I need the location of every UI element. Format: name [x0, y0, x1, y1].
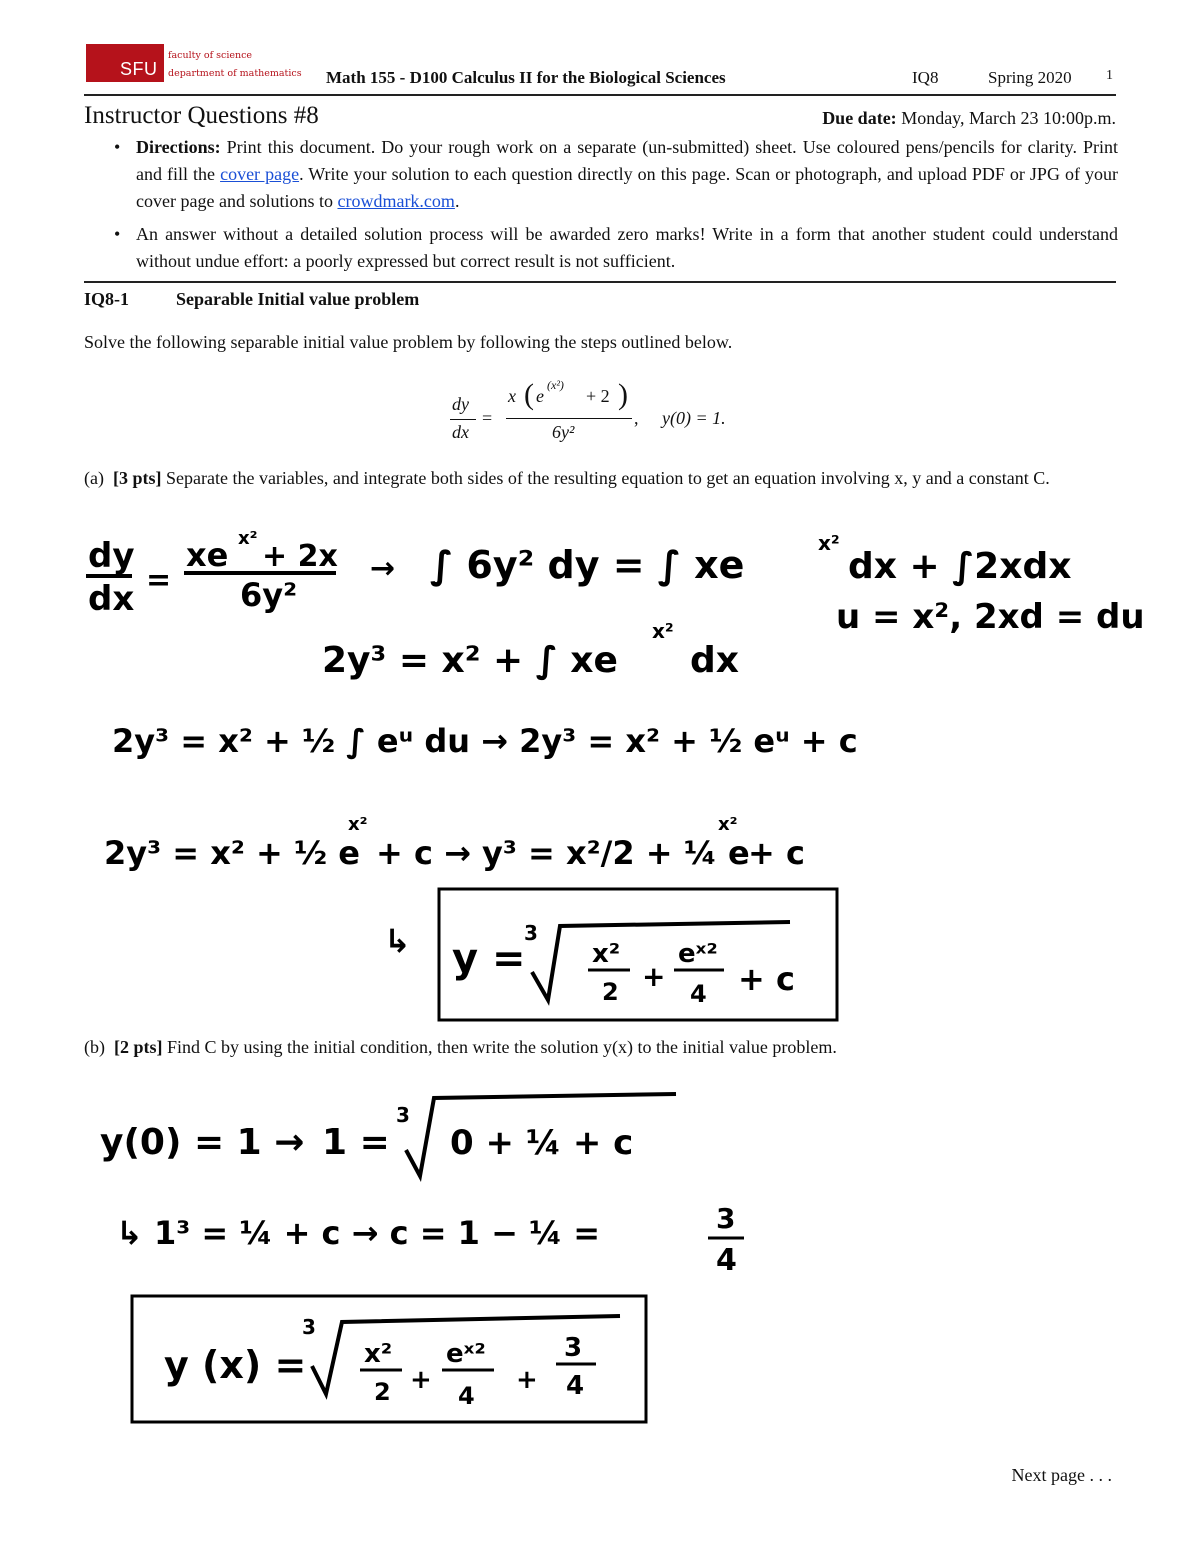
hw-b1: y(0) = 1 →	[100, 1122, 305, 1163]
hw-a1-int-rest: dx + ∫2xdx	[848, 546, 1072, 587]
hw-a1-den: 6y²	[240, 576, 298, 614]
eq-paren-open: (	[524, 378, 534, 411]
due-label: Due date:	[822, 108, 897, 128]
hw-a4-rest: + c → y³ = x²/2 + ¼ e	[376, 834, 750, 872]
hw-b-box-t1-num: x²	[364, 1339, 393, 1369]
eq-paren-close: )	[618, 378, 628, 411]
hw-a-box-c: + c	[738, 960, 795, 998]
eq-dy: dy	[452, 394, 469, 414]
hw-a1-arrow: →	[370, 551, 396, 586]
eq-num-exp: (x²)	[547, 378, 564, 392]
eq-equals: =	[482, 408, 493, 428]
hw-a2-exp: x²	[652, 619, 674, 643]
hw-a-box-arrow: ↳	[384, 922, 411, 960]
hw-b-box-t3-den: 4	[566, 1371, 585, 1401]
hw-a4: 2y³ = x² + ½ e	[104, 834, 360, 872]
part-b-points: [2 pts]	[114, 1037, 163, 1057]
eq-num-x: x	[508, 386, 516, 406]
hw-a2-rest: dx	[690, 640, 739, 681]
hw-b-box-t3-num: 3	[564, 1333, 583, 1363]
logo-department-text: department of mathematics	[168, 68, 302, 79]
due-value: Monday, March 23 10:00p.m.	[901, 108, 1116, 128]
hw-b-box-t2-num: eˣ²	[446, 1339, 486, 1369]
hw-b2-num: 3	[716, 1202, 736, 1235]
hw-b1-rhs: 1 =	[322, 1122, 390, 1163]
hw-a1-num-exp: x²	[238, 528, 258, 549]
hw-a1-num: xe	[186, 536, 229, 574]
page-title: Instructor Questions #8	[84, 102, 319, 129]
hw-b-box-plus: +	[410, 1365, 432, 1395]
eq-dx: dx	[452, 422, 469, 442]
hw-b-box-lhs: y (x) =	[164, 1343, 307, 1387]
part-a-points: [3 pts]	[112, 468, 162, 488]
assignment-code: IQ8	[912, 68, 939, 87]
part-a-text: Separate the variables, and integrate both sides of the resulting equation to get an equation involving x, y and a constant C.	[165, 468, 1050, 488]
hw-a4-rest2: + c	[748, 834, 805, 872]
course-title: Math 155 - D100 Calculus II for the Biological Sciences	[326, 68, 726, 87]
bullet-dot: •	[114, 137, 121, 157]
eq-comma: ,	[634, 408, 639, 428]
cover-page-link[interactable]: cover page	[220, 164, 300, 184]
directions-text-2: . Write your solution to each question directly on this page. Scan or photograph, and upload PDF or JPG of your cover page and solutions to	[136, 164, 1118, 211]
intro-text: Solve the following separable initial value problem by following the steps outlined below.	[84, 332, 733, 352]
hw-a-box-lhs: y =	[452, 936, 526, 982]
section-title: Separable Initial value problem	[176, 289, 420, 309]
hw-a1-equals: =	[146, 563, 172, 598]
hw-a1-dy: dy	[88, 536, 135, 576]
eq-num-plus: + 2	[586, 386, 610, 406]
eq-den: 6y²	[552, 422, 575, 442]
hw-a1-int: ∫ 6y² dy = ∫ xe	[430, 543, 745, 587]
hw-a1-num-rest: + 2x	[262, 539, 338, 574]
hw-b-box-t1-den: 2	[374, 1378, 391, 1406]
section-number: IQ8-1	[84, 289, 129, 309]
hw-a-box-t1-den: 2	[602, 978, 619, 1006]
hw-a1-dx: dx	[88, 579, 135, 619]
term: Spring 2020	[988, 68, 1072, 87]
directions-text-3: .	[454, 191, 460, 211]
hw-a-box-plus: +	[642, 960, 666, 993]
note-text: An answer without a detailed solution process will be awarded zero marks! Write in a form that another student could understand without undue effort: a poorly expressed but correct result is not sufficient.	[136, 224, 1118, 271]
directions-label: Directions:	[136, 137, 221, 157]
hw-a4-exp2: x²	[718, 814, 738, 835]
eq-num-e: e	[536, 386, 544, 406]
hw-a-box-t2-den: 4	[690, 980, 707, 1008]
hw-a2: 2y³ = x² + ∫ xe	[322, 640, 618, 681]
part-b-question	[84, 1037, 1118, 1058]
hw-b2: ↳ 1³ = ¼ + c → c = 1 − ¼ =	[116, 1214, 601, 1252]
part-a-label: (a)	[84, 468, 104, 488]
part-b-text: Find C by using the initial condition, then write the solution y(x) to the initial value problem.	[167, 1037, 837, 1057]
hw-a-box-t2-num: eˣ²	[678, 939, 718, 969]
eq-condition: y(0) = 1.	[662, 408, 726, 428]
hw-a3: 2y³ = x² + ½ ∫ eᵘ du → 2y³ = x² + ½ eᵘ + c	[112, 722, 858, 760]
hw-a-box-t1-num: x²	[592, 939, 621, 969]
hw-b-box-t2-den: 4	[458, 1382, 475, 1410]
hw-b1-root-index: 3	[396, 1103, 410, 1127]
sfu-logo-text: SFU	[120, 59, 158, 79]
hw-a-box-root-index: 3	[524, 921, 538, 945]
directions-text: Print this document. Do your rough work on a separate (un-submitted) sheet. Use coloured pens/pencils for clarity. Print and fill the	[136, 137, 1118, 184]
hw-b-box-plus2: +	[516, 1365, 538, 1395]
hw-a1-int-exp: x²	[818, 531, 840, 555]
hw-a4-exp: x²	[348, 814, 368, 835]
hw-b1-inside: 0 + ¼ + c	[450, 1123, 634, 1163]
page-number: 1	[1106, 68, 1113, 83]
crowdmark-link[interactable]: crowdmark.com	[337, 191, 455, 211]
logo-faculty-text: faculty of science	[168, 50, 253, 61]
bullet-dot: •	[114, 224, 121, 244]
part-b-label: (b)	[84, 1037, 105, 1057]
hw-b2-den: 4	[716, 1243, 737, 1278]
hw-a1-substitution: u = x², 2xd = du	[836, 597, 1145, 637]
hw-b-box-root-index: 3	[302, 1315, 316, 1339]
next-page-note: Next page . . .	[1011, 1465, 1112, 1485]
